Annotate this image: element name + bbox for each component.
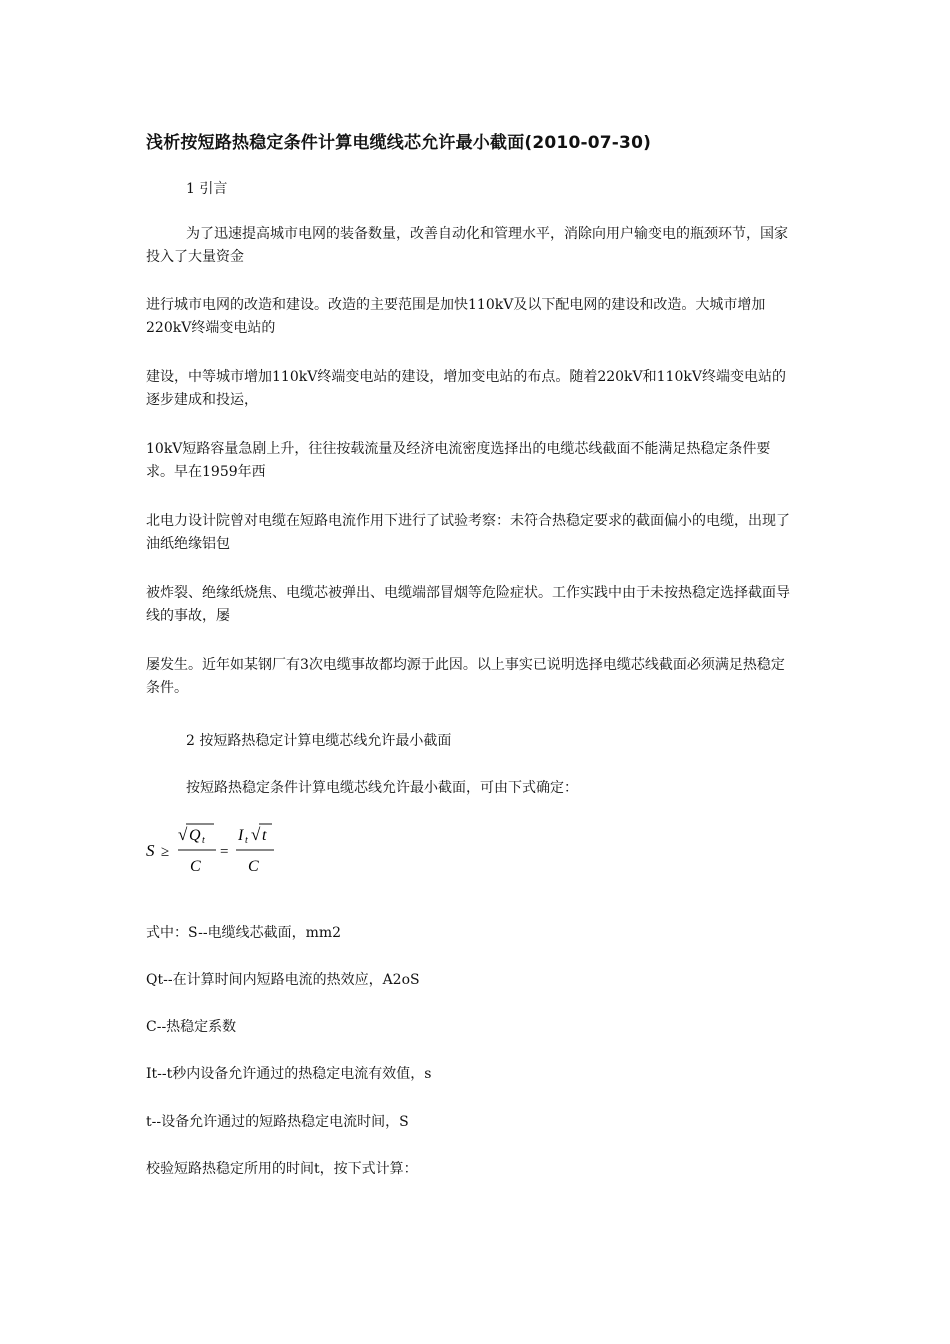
formula-geq: ≥ [161, 844, 170, 860]
min-section-formula [146, 820, 286, 878]
section-2-heading: 2 按短路热稳定计算电缆芯线允许最小截面 [186, 733, 452, 749]
formula-q: Q [189, 827, 201, 844]
formula-sqrt-right: √ [251, 825, 261, 844]
formula-s: S [146, 841, 155, 860]
paragraph-4: 10kV短路容量急剧上升，往往按载流量及经济电流密度选择出的电缆芯线截面不能满足热稳定条件要求。早在1959年西 [146, 441, 771, 480]
definition-c: C--热稳定系数 [146, 1019, 237, 1035]
definition-s: 式中：S--电缆线芯截面，mm2 [146, 925, 342, 941]
formula-sqrt-left: √ [178, 825, 188, 844]
paragraph-6: 被炸裂、绝缘纸烧焦、电缆芯被弹出、电缆端部冒烟等危险症状。工作实践中由于未按热稳定选择截面导线的事故，屡 [146, 585, 790, 624]
formula-eq: = [220, 844, 229, 860]
paragraph-1: 为了迅速提高城市电网的装备数量，改善自动化和管理水平，消除向用户输变电的瓶颈环节，国家投入了大量资金 [146, 226, 788, 265]
formula-intro: 按短路热稳定条件计算电缆芯线允许最小截面，可由下式确定： [186, 780, 578, 796]
formula-i: I [238, 827, 244, 844]
definition-qt: Qt--在计算时间内短路电流的热效应，A2oS [146, 972, 420, 988]
section-1-heading: 1 引言 [186, 181, 228, 197]
formula-i-subscript: t [245, 835, 248, 846]
paragraph-3: 建设，中等城市增加110kV终端变电站的建设，增加变电站的布点。随着220kV和110kV终端变电站的逐步建成和投运， [146, 369, 786, 408]
formula-t: t [262, 827, 267, 844]
definition-t: t--设备允许通过的短路热稳定电流时间，S [146, 1114, 409, 1130]
formula-q-subscript: t [202, 835, 205, 846]
definition-it: It--t秒内设备允许通过的热稳定电流有效值，s [146, 1066, 432, 1082]
paragraph-7: 屡发生。近年如某钢厂有3次电缆事故都均源于此因。以上事实已说明选择电缆芯线截面必须满足热稳定条件。 [146, 657, 785, 696]
document-title: 浅析按短路热稳定条件计算电缆线芯允许最小截面(2010-07-30) [146, 133, 652, 153]
paragraph-5: 北电力设计院曾对电缆在短路电流作用下进行了试验考察：未符合热稳定要求的截面偏小的电缆，出现了油纸绝缘铝包 [146, 513, 790, 552]
formula-graphic [146, 820, 286, 878]
time-calc-intro: 校验短路热稳定所用的时间t，按下式计算： [146, 1161, 418, 1177]
paragraph-2: 进行城市电网的改造和建设。改造的主要范围是加快110kV及以下配电网的建设和改造。大城市增加220kV终端变电站的 [146, 297, 766, 336]
formula-c-left: C [190, 858, 201, 875]
formula-c-right: C [248, 858, 259, 875]
